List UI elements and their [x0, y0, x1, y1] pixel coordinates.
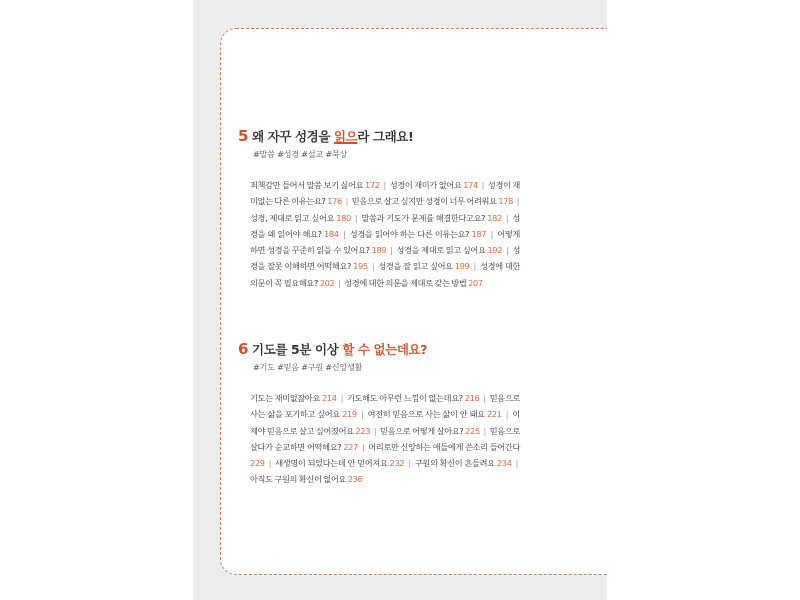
toc-page-number: 232 [389, 458, 405, 469]
toc-separator: | [513, 458, 518, 469]
toc-page-number: 199 [454, 261, 470, 272]
toc-entry-text: 죄책감만 들어서 말씀 보기 싫어요 [250, 180, 366, 190]
toc-entry-text: 머리로만 신앙하는 애들에게 쓴소리 들어간다 [368, 441, 521, 452]
toc-page-number: 234 [496, 458, 512, 469]
toc-page-number: 195 [353, 261, 368, 272]
toc-separator: | [503, 212, 511, 223]
page-card [220, 28, 642, 575]
toc-separator: | [358, 409, 366, 420]
toc-page-number: 202 [319, 277, 335, 288]
toc-separator: | [340, 228, 348, 239]
toc-page-number: 223 [355, 425, 371, 436]
toc-page-number: 207 [468, 277, 483, 288]
toc-entry-text: 성경을 읽어야 하는 다른 이유는요? [349, 228, 472, 239]
section-6 [238, 339, 520, 488]
toc-entry-text: 구원의 확신이 흔들려요 [414, 458, 497, 469]
toc-entry-text: 믿음으로 살다가 순교하면 어떡해요? [250, 425, 520, 452]
toc-separator: | [372, 425, 379, 436]
section-5 [238, 126, 520, 291]
toc-page-number: 178 [498, 196, 513, 207]
toc-separator: | [504, 245, 511, 256]
toc-separator: | [481, 425, 488, 436]
toc-entry-text: 성경을 잘못 이해하면 어떡해요? [250, 245, 520, 272]
toc-entry-text: 성경이 재미없는 다른 이유는요? [250, 180, 520, 207]
toc-entry-text: 성경, 제대로 읽고 싶어요 [250, 212, 337, 223]
toc-separator: | [343, 196, 350, 207]
section-heading [238, 126, 520, 147]
toc-separator: | [488, 228, 496, 239]
toc-entry-text: 새생명이 되었다는데 안 믿어져요 [275, 458, 390, 469]
section-title-text: 기도를 5분 이상 [252, 342, 343, 357]
toc-entries [250, 390, 520, 488]
toc-entry-text: 여전히 믿음으로 사는 삶이 안 돼요 [367, 409, 487, 420]
toc-entries [250, 177, 520, 291]
toc-separator: | [359, 441, 367, 452]
toc-entry-text: 성경이 재미가 없어요 [389, 180, 464, 190]
toc-entry-text: 성경을 왜 읽어야 해요? [250, 212, 520, 239]
toc-page-number: 219 [342, 409, 357, 420]
toc-page-number: 216 [464, 393, 480, 403]
toc-entry-text: 어떻게 하면 성경을 꾸준히 읽을 수 있어요? [250, 228, 520, 256]
section-title-highlight: 읽으 [333, 129, 358, 144]
toc-separator: | [503, 409, 511, 420]
section-heading [238, 339, 520, 360]
toc-separator: | [514, 196, 520, 207]
toc-page-number: 184 [324, 228, 339, 239]
toc-entry-text: 성경을 제대로 읽고 싶어요 [396, 245, 488, 256]
toc-entry-text: 성경에 대한 의문을 제대로 갖는 방법 [344, 277, 469, 288]
toc-entry-text: 이제야 믿음으로 살고 싶어졌어요 [250, 409, 520, 436]
section-number: 6 [238, 340, 249, 358]
toc-entry-text: 믿음으로 어떻게 살아요? [380, 425, 466, 436]
section-number: 5 [238, 127, 249, 145]
toc-page-number: 221 [486, 409, 502, 420]
toc-page-number: 227 [343, 441, 358, 452]
toc-page-number: 189 [371, 245, 387, 256]
toc-page-number: 236 [347, 474, 363, 485]
toc-separator: | [479, 180, 486, 190]
toc-page-number: 214 [322, 393, 337, 403]
toc-page-number: 187 [471, 228, 487, 239]
toc-page-number: 182 [487, 212, 502, 223]
toc-entry-text: 기도해도 아무런 느낌이 없는데요? [346, 393, 465, 403]
toc-separator: | [481, 393, 488, 403]
toc-separator: | [338, 393, 345, 403]
section-title-highlight: 할 수 없는데요? [342, 342, 428, 357]
section-tags: #기도 #믿음 #구원 #신앙생활 [253, 362, 363, 372]
background-mask [607, 0, 800, 600]
toc-page-number: 180 [336, 212, 351, 223]
toc-separator: | [381, 180, 388, 190]
toc-entry-text: 말씀과 기도가 문제를 해결한다고요? [361, 212, 488, 223]
toc-entry-text: 믿음으로 살고 싶지만 성경이 너무 어려워요 [351, 196, 499, 207]
section-tags: #말씀 #성경 #설교 #묵상 [253, 149, 348, 159]
toc-entry-text: 기도는 재미없잖아요 [250, 393, 323, 403]
toc-separator: | [406, 458, 413, 469]
toc-page-number: 225 [465, 425, 480, 436]
toc-separator: | [388, 245, 395, 256]
toc-separator: | [471, 261, 479, 272]
toc-entry-text: 성경에 대한 의문이 꼭 필요해요? [250, 261, 520, 288]
toc-separator: | [266, 458, 274, 469]
toc-entry-text: 아직도 구원의 확신이 없어요 [250, 474, 348, 485]
toc-page-number: 176 [327, 196, 342, 207]
toc-page-number: 192 [487, 245, 503, 256]
toc-entry-text: 성경을 잘 읽고 싶어요 [378, 261, 455, 272]
toc-separator: | [369, 261, 377, 272]
section-title-rest: 라 그래요! [357, 129, 414, 144]
toc-page-number: 174 [463, 180, 478, 190]
toc-page-number: 172 [365, 180, 380, 190]
toc-page-number: 229 [250, 458, 265, 469]
toc-separator: | [336, 277, 343, 288]
section-title-text: 왜 자꾸 성경을 [252, 129, 334, 144]
toc-entry-text: 믿음으로 사는 삶을 포기하고 싶어요 [250, 393, 520, 420]
toc-separator: | [352, 212, 360, 223]
